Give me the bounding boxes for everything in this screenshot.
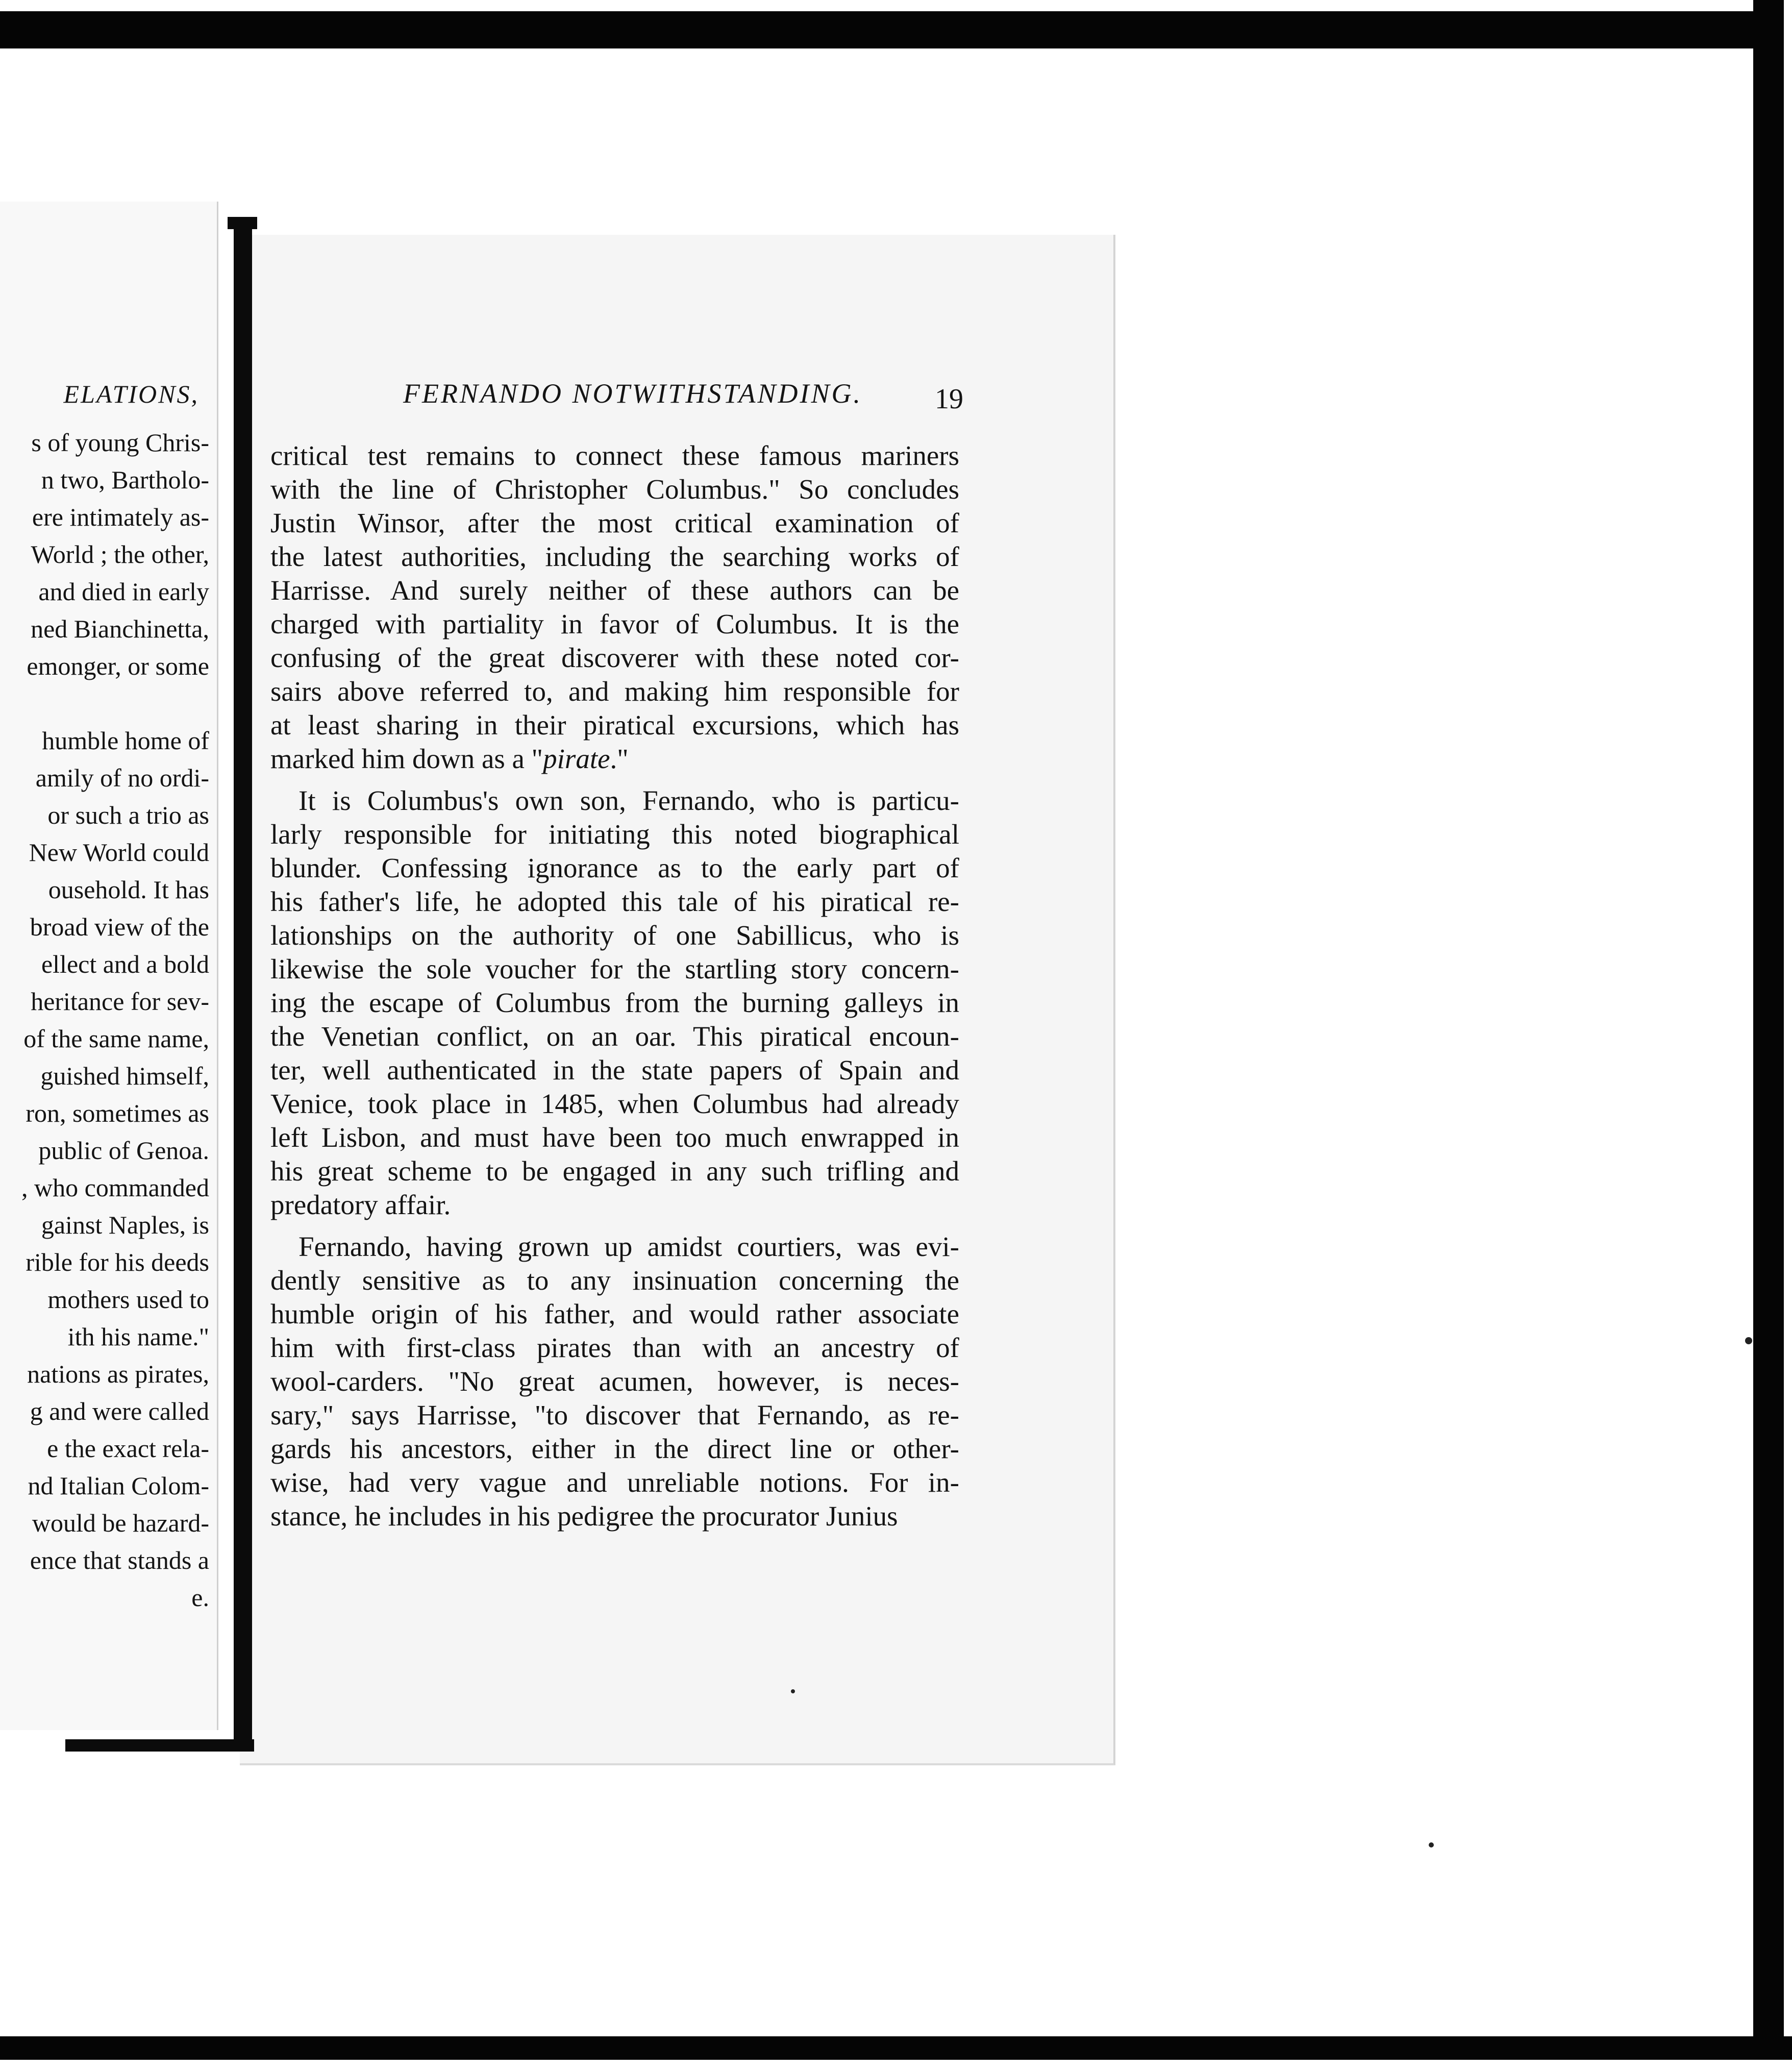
paragraph-gap: [270, 776, 959, 784]
text-line: would be hazard-: [32, 1509, 209, 1537]
text-line: sary," says Harrisse, "to discover that Fernando, as re-: [270, 1399, 959, 1431]
paragraph: [270, 784, 959, 1222]
book-page-19: [240, 235, 1115, 1765]
text-line: humble home of: [42, 726, 209, 755]
text-line: New World could: [29, 838, 209, 867]
ink-speck: [791, 1689, 795, 1693]
text-line: charged with partiality in favor of Columbus. It is the: [270, 608, 959, 639]
text-line: World ; the other,: [31, 540, 209, 569]
text-line: humble origin of his father, and would rather associate: [270, 1298, 959, 1329]
binding-bottom-bracket: [65, 1739, 254, 1752]
text-line: ned Bianchinetta,: [31, 614, 209, 643]
previous-page-running-head: ELATIONS,: [63, 380, 199, 408]
text-line: stance, he includes in his pedigree the procurator Junius: [270, 1500, 898, 1532]
text-line: rible for his deeds: [26, 1248, 209, 1276]
paragraph: [270, 1230, 959, 1533]
text-line: e.: [191, 1583, 209, 1612]
previous-page-text: [0, 424, 209, 1616]
ink-speck: [1429, 1842, 1434, 1847]
italic-word: pirate: [543, 743, 610, 774]
text-line: ence that stands a: [30, 1546, 209, 1574]
text-line: sairs above referred to, and making him responsible for: [270, 676, 959, 707]
text-line: critical test remains to connect these famous mariners: [270, 440, 959, 471]
text-line: ith his name.": [67, 1322, 209, 1351]
text-line: gainst Naples, is: [41, 1211, 209, 1239]
text-line: the Venetian conflict, on an oar. This piratical encoun-: [270, 1021, 959, 1052]
text-line: the latest authorities, including the searching works of: [270, 541, 959, 572]
book-binding-bar: [234, 219, 252, 1745]
paragraph-gap: [270, 1222, 959, 1230]
text-line: amily of no ordi-: [35, 763, 209, 792]
text-line: left Lisbon, and must have been too much enwrapped in: [270, 1122, 959, 1153]
scan-margin-bottom: [0, 2060, 1792, 2070]
text-line: and died in early: [38, 577, 209, 606]
text-line: emonger, or some: [27, 652, 209, 680]
text-line: e the exact rela-: [47, 1434, 209, 1463]
paragraph: [270, 439, 959, 776]
text-line: with the line of Christopher Columbus." So concludes: [270, 474, 959, 505]
text-line: ousehold. It has: [48, 875, 209, 904]
previous-page-fragment: [0, 202, 218, 1730]
page-body-text: [270, 439, 959, 1533]
text-line: public of Genoa.: [38, 1136, 209, 1165]
text-line: at least sharing in their piratical excursions, which has: [270, 709, 959, 741]
page-number: 19: [935, 383, 963, 415]
text-line: nd Italian Colom-: [28, 1471, 209, 1500]
text-line: gards his ancestors, either in the direct line or other-: [270, 1433, 959, 1464]
text-line: guished himself,: [40, 1062, 209, 1090]
text-line: ter, well authenticated in the state papers of Spain and: [270, 1054, 959, 1086]
text-line: ron, sometimes as: [26, 1099, 209, 1127]
ink-speck: [1745, 1337, 1752, 1344]
text-line: him with first-class pirates than with an ancestry of: [270, 1332, 959, 1363]
text-line: lationships on the authority of one Sabillicus, who is: [270, 920, 959, 951]
text-line: Venice, took place in 1485, when Columbus had already: [270, 1088, 959, 1119]
running-head: FERNANDO NOTWITHSTANDING.: [403, 378, 863, 409]
text-line: mothers used to: [47, 1285, 209, 1314]
text-line: heritance for sev-: [31, 987, 209, 1016]
text-line: his father's life, he adopted this tale of his piratical re-: [270, 886, 959, 917]
text-line: confusing of the great discoverer with these noted cor-: [270, 642, 959, 673]
text-line: ing the escape of Columbus from the burning galleys in: [270, 987, 959, 1018]
text-line: It is Columbus's own son, Fernando, who is particu-: [298, 785, 959, 816]
text-line: likewise the sole voucher for the startling story concern-: [270, 953, 959, 984]
text-line: blunder. Confessing ignorance as to the early part of: [270, 852, 959, 883]
text-line: s of young Chris-: [31, 428, 209, 457]
text-line: Harrisse. And surely neither of these authors can be: [270, 575, 959, 606]
text-line: n two, Bartholo-: [41, 465, 209, 494]
text-line: broad view of the: [30, 913, 209, 941]
text-line: marked him down as a "pirate.": [270, 743, 629, 774]
text-line: ere intimately as-: [32, 503, 209, 531]
text-line: predatory affair.: [270, 1189, 451, 1220]
text-line: larly responsible for initiating this noted biographical: [270, 819, 959, 850]
text-line: Justin Winsor, after the most critical examination of: [270, 507, 959, 538]
text-line: or such a trio as: [47, 801, 209, 829]
blank-line: [0, 685, 209, 722]
text-line: his great scheme to be engaged in any such trifling and: [270, 1155, 959, 1187]
text-line: Fernando, having grown up amidst courtiers, was evi-: [298, 1231, 959, 1262]
text-line: g and were called: [30, 1397, 209, 1425]
text-line: ellect and a bold: [41, 950, 209, 978]
text-line: wool-carders. "No great acumen, however, is neces-: [270, 1366, 959, 1397]
text-line: nations as pirates,: [27, 1360, 209, 1388]
scan-margin-top: [0, 0, 1755, 11]
text-line: dently sensitive as to any insinuation concerning the: [270, 1265, 959, 1296]
scan-margin-right: [1784, 0, 1792, 2070]
text-line: , who commanded: [21, 1173, 209, 1202]
text-line: wise, had very vague and unreliable notions. For in-: [270, 1467, 959, 1498]
text-line: of the same name,: [23, 1024, 209, 1053]
